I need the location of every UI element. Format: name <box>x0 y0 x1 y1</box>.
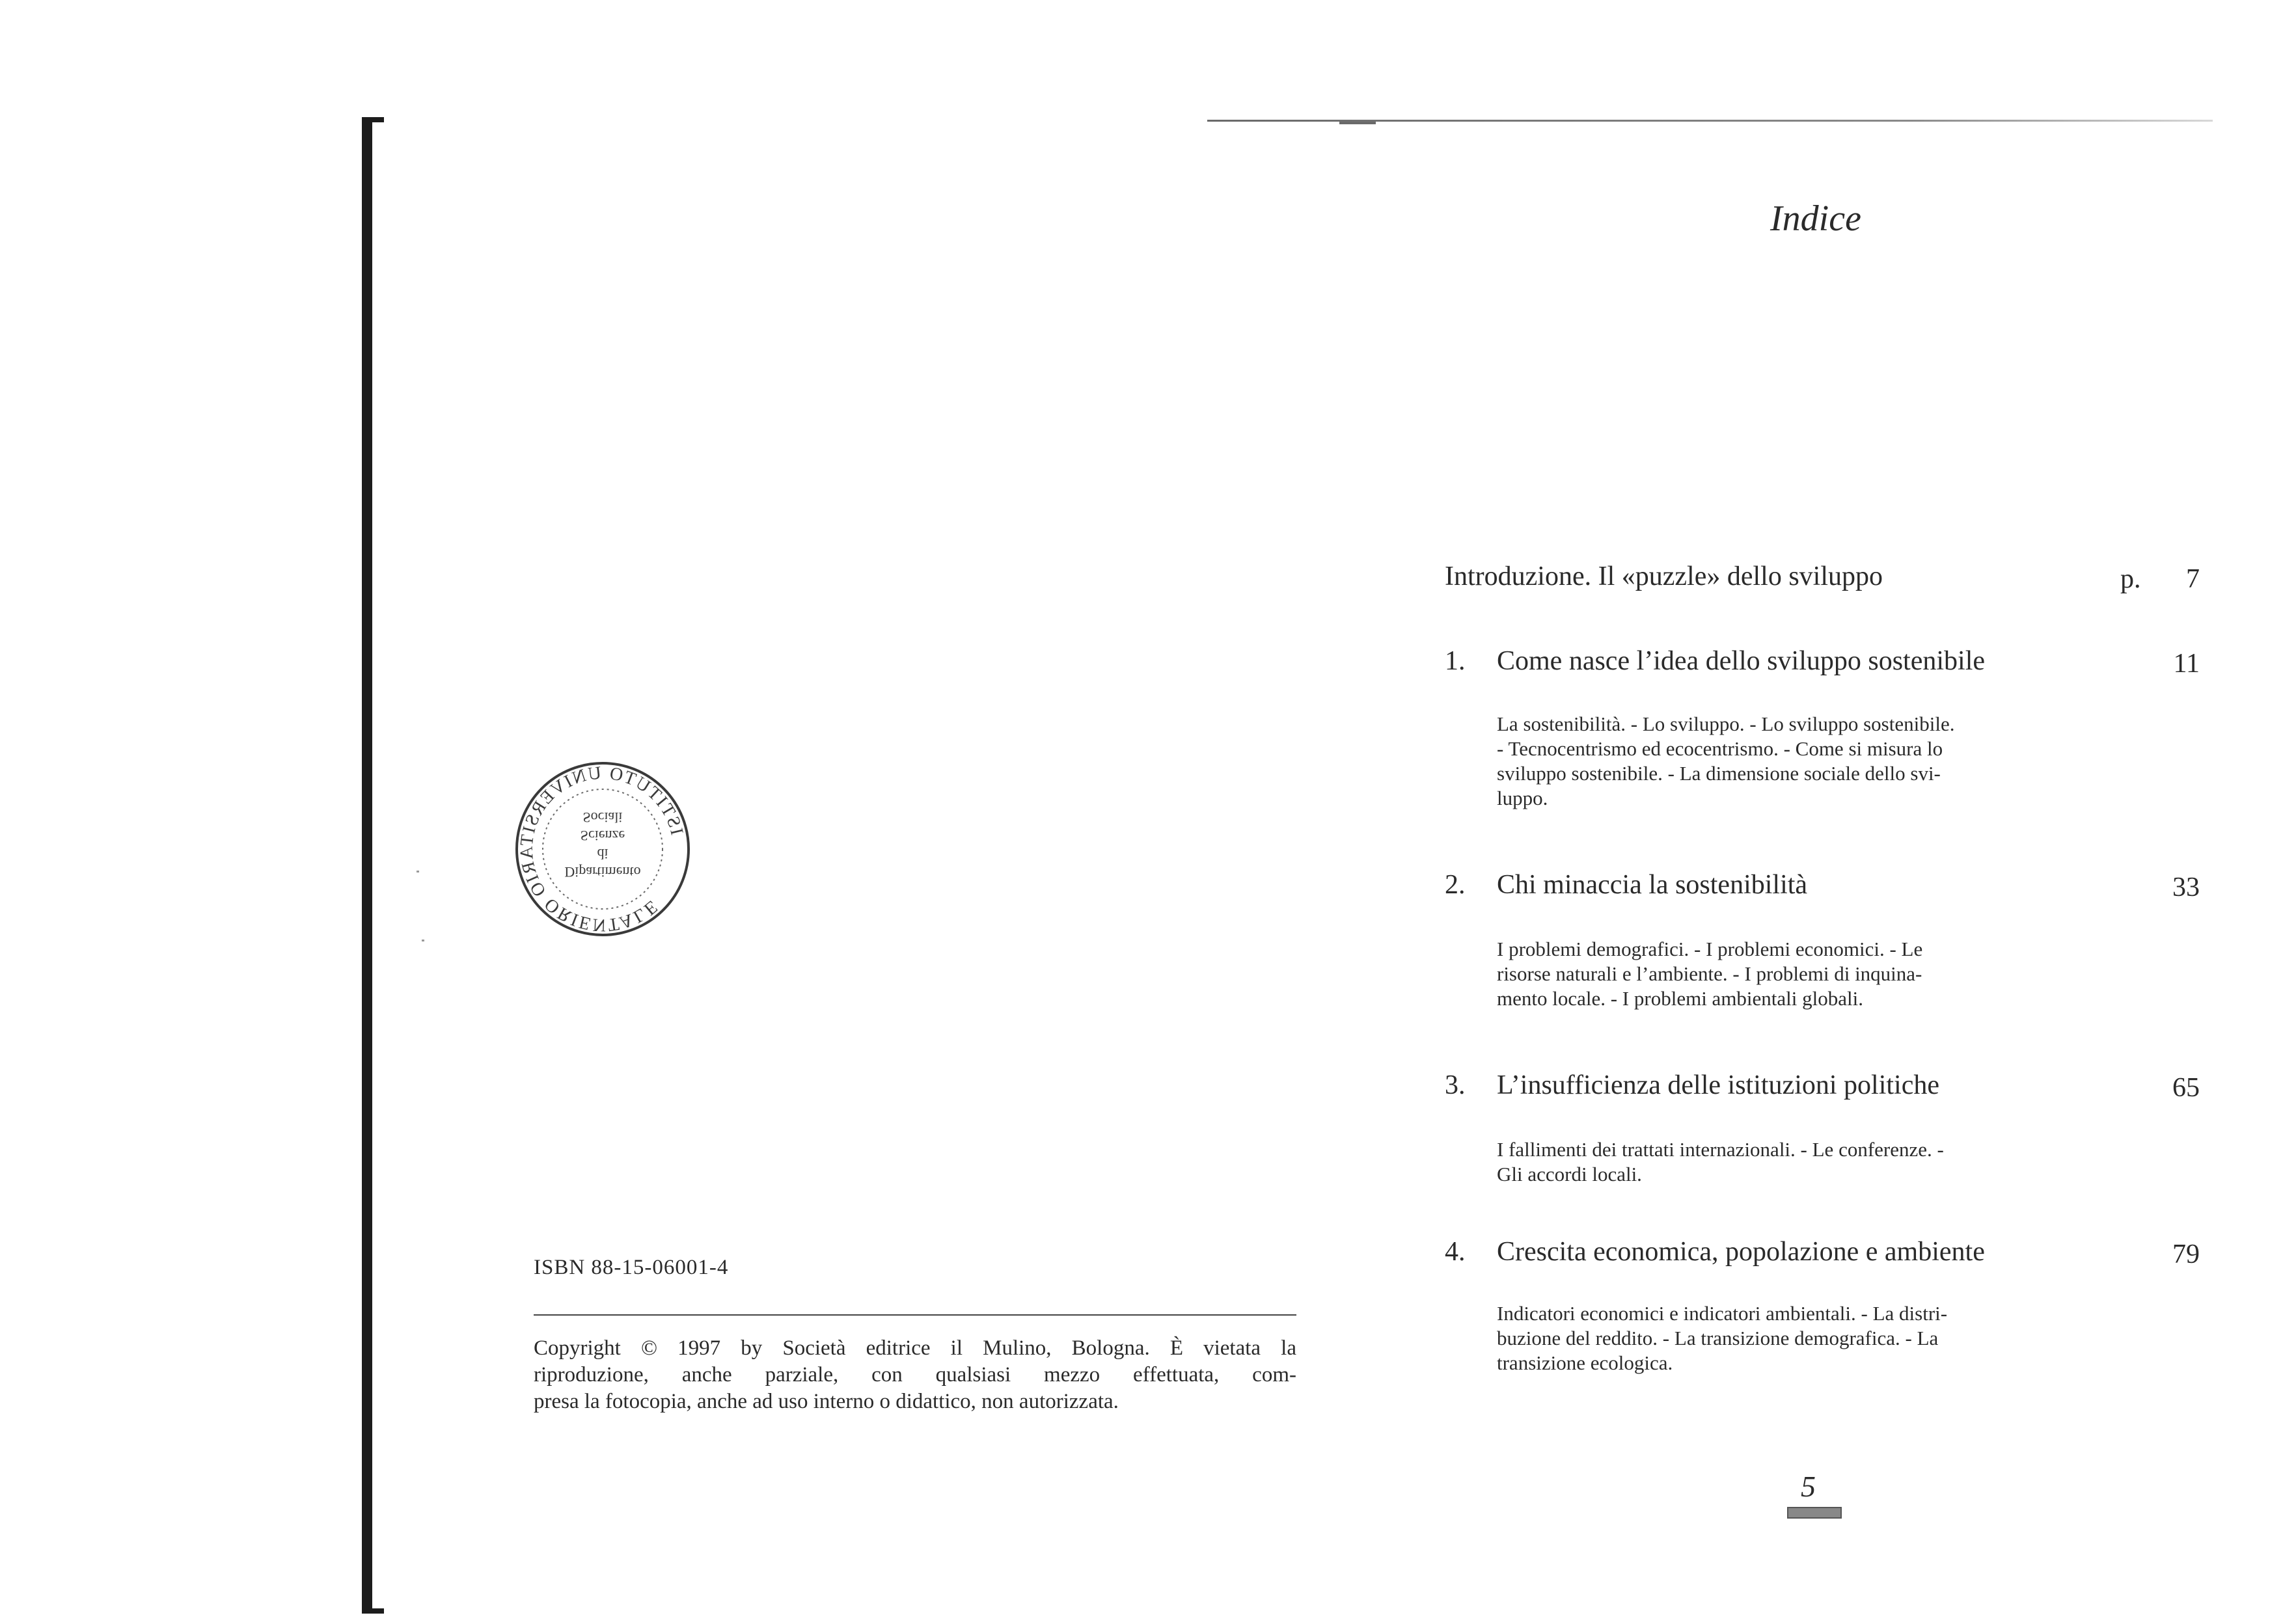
stamp-center-line: di <box>597 846 608 862</box>
toc-intro-title: Introduzione. Il «puzzle» dello sviluppo <box>1445 562 1883 591</box>
toc-chapter-page: 11 <box>2173 649 2200 679</box>
toc-subsection-line: risorse naturali e l’ambiente. - I problemi di inquina- <box>1497 962 1922 985</box>
copyright-notice <box>534 1335 1296 1415</box>
copyright-line: riproduzione, anche parziale, con qualsiasi mezzo effettuata, com- <box>534 1363 1296 1387</box>
toc-chapter-page: 33 <box>2172 873 2200 902</box>
toc-chapter-subsections <box>1497 712 2057 811</box>
isbn: ISBN 88-15-06001-4 <box>534 1256 729 1279</box>
page-number-underline <box>1787 1507 1842 1519</box>
toc-intro-page-prefix: p. <box>2120 564 2141 594</box>
top-rule-dash <box>1339 122 1376 124</box>
toc-chapter-subsections <box>1497 1301 2057 1375</box>
toc-subsection-line: La sostenibilità. - Lo sviluppo. - Lo sviluppo sostenibile. <box>1497 712 1955 735</box>
toc-subsection-line: Indicatori economici e indicatori ambientali. - La distri- <box>1497 1302 1948 1325</box>
copyright-line: presa la fotocopia, anche ad uso interno o didattico, non autorizzata. <box>534 1390 1119 1413</box>
toc-chapter-number: 2. <box>1445 870 1466 900</box>
toc-subsection-line: I fallimenti dei trattati internazionali. - Le conferenze. - <box>1497 1138 1944 1161</box>
toc-subsection-line: mento locale. - I problemi ambientali globali. <box>1497 987 1863 1010</box>
toc-subsection-line: - Tecnocentrismo ed ecocentrismo. - Come si misura lo <box>1497 737 1943 760</box>
scan-speck <box>422 940 424 941</box>
toc-chapter-title: Crescita economica, popolazione e ambiente <box>1497 1237 1985 1267</box>
binding-shadow-bottom <box>362 1608 384 1614</box>
binding-shadow <box>362 117 372 1614</box>
copyright-line: Copyright © 1997 by Società editrice il Mulino, Bologna. È vietata la <box>534 1336 1296 1360</box>
stamp-ring-text: ISTITUTO UNIVERSITARIO ORIENTALE <box>516 763 687 936</box>
stamp-center-line: Sociali <box>582 809 623 826</box>
toc-chapter-number: 4. <box>1445 1237 1466 1267</box>
toc-subsection-line: buzione del reddito. - La transizione demografica. - La <box>1497 1327 1939 1349</box>
toc-intro-page: 7 <box>2186 564 2200 594</box>
toc-subsection-line: Gli accordi locali. <box>1497 1163 1642 1185</box>
toc-chapter-page: 65 <box>2172 1073 2200 1103</box>
toc-chapter-number: 1. <box>1445 646 1466 676</box>
toc-subsection-line: I problemi demografici. - I problemi economici. - Le <box>1497 938 1923 960</box>
scan-speck <box>417 871 419 873</box>
toc-chapter-subsections <box>1497 1137 2057 1187</box>
toc-chapter-number: 3. <box>1445 1070 1466 1100</box>
toc-chapter-page: 79 <box>2172 1239 2200 1269</box>
index-title: Indice <box>1770 198 1861 239</box>
toc-subsection-line: sviluppo sostenibile. - La dimensione sociale dello svi- <box>1497 762 1941 785</box>
toc-chapter-subsections <box>1497 937 2057 1011</box>
toc-chapter-title: Chi minaccia la sostenibilità <box>1497 870 1808 900</box>
toc-subsection-line: luppo. <box>1497 787 1548 809</box>
copyright-rule <box>534 1314 1296 1316</box>
toc-chapter-title: Come nasce l’idea dello sviluppo sostenibile <box>1497 646 1986 676</box>
stamp-center-line: Dipartimento <box>564 864 641 880</box>
page-number: 5 <box>1801 1470 1816 1503</box>
toc-subsection-line: transizione ecologica. <box>1497 1351 1673 1374</box>
stamp-center-line: Scienze <box>580 828 625 844</box>
toc-chapter-title: L’insufficienza delle istituzioni politiche <box>1497 1070 1939 1100</box>
library-stamp <box>512 758 694 940</box>
